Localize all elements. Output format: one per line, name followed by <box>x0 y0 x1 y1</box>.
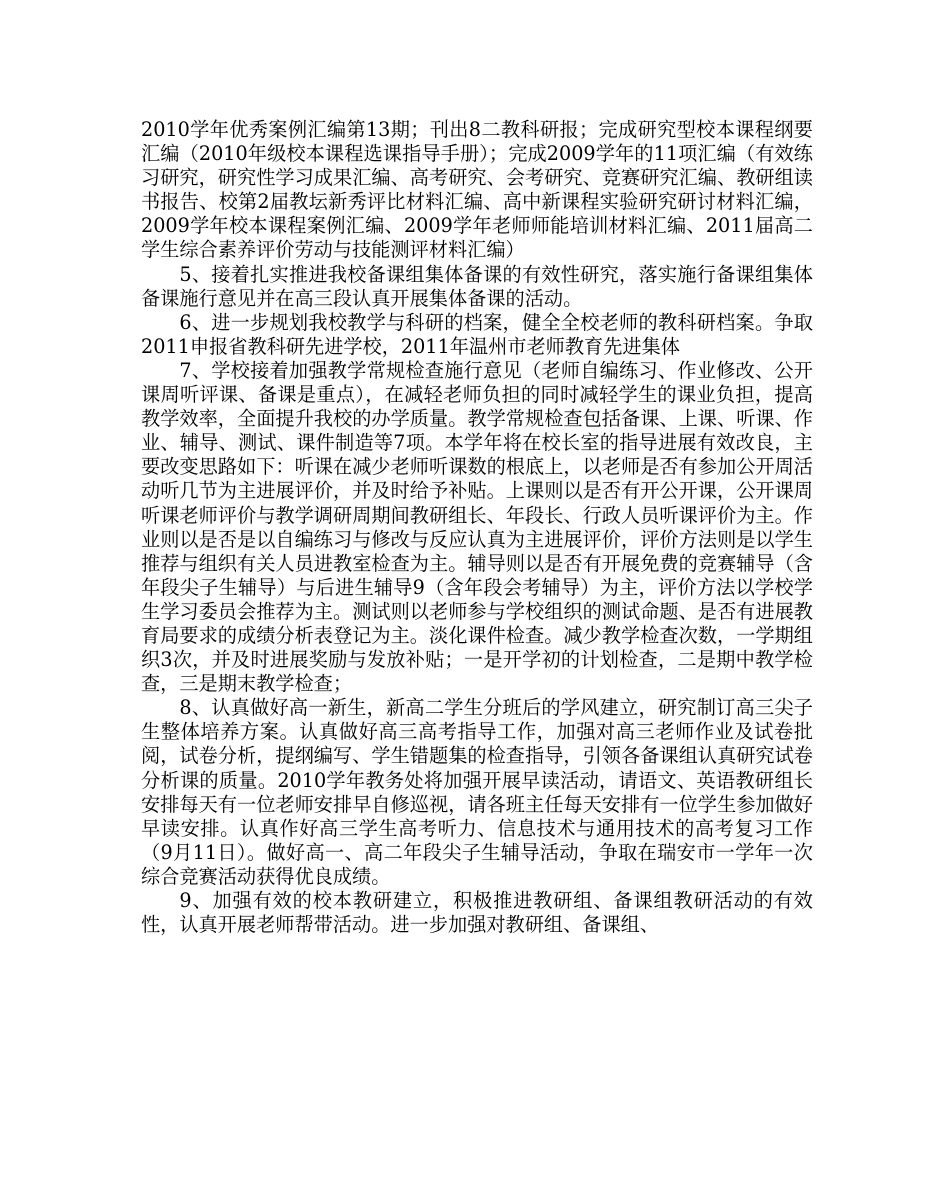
paragraph-item-5: 5、接着扎实推进我校备课组集体备课的有效性研究，落实施行备课组集体备课施行意见并在高三段认真开展集体备课的活动。 <box>141 262 813 310</box>
paragraph-item-9: 9、加强有效的校本教研建立，积极推进教研组、备课组教研活动的有效性，认真开展老师帮带活动。进一步加强对教研组、备课组、 <box>141 889 813 937</box>
paragraph-intro: 2010学年优秀案例汇编第13期；刊出8二教科研报；完成研究型校本课程纲要汇编（2010年级校本课程选课指导手册）；完成2009学年的11项汇编（有效练习研究，研究性学习成果汇编、高考研究、会考研究、竞赛研究汇编、教研组读书报告、校第2届教坛新秀评比材料汇编、高中新课程实验研究研讨材料汇编，2009学年校本课程案例汇编、2009学年老师师能培训材料汇编、2011届高二学生综合素养评价劳动与技能测评材料汇编） <box>141 118 813 262</box>
paragraph-item-6: 6、进一步规划我校教学与科研的档案，健全全校老师的教科研档案。争取2011申报省教科研先进学校，2011年温州市老师教育先进集体 <box>141 310 813 358</box>
paragraph-item-8: 8、认真做好高一新生，新高二学生分班后的学风建立，研究制订高三尖子生整体培养方案。认真做好高三高考指导工作，加强对高三老师作业及试卷批阅，试卷分析，提纲编写、学生错题集的检查指导，引领各备课组认真研究试卷分析课的质量。2010学年教务处将加强开展早读活动，请语文、英语教研组长安排每天有一位老师安排早自修巡视，请各班主任每天安排有一位学生参加做好早读安排。认真作好高三学生高考听力、信息技术与通用技术的高考复习工作（9月11日）。做好高一、高二年段尖子生辅导活动，争取在瑞安市一学年一次综合竞赛活动获得优良成绩。 <box>141 696 813 888</box>
document-page <box>141 118 813 937</box>
paragraph-item-7: 7、学校接着加强教学常规检查施行意见（老师自编练习、作业修改、公开课周听评课、备课是重点），在减轻老师负担的同时减轻学生的课业负担，提高教学效率，全面提升我校的办学质量。教学常规检查包括备课、上课、听课、作业、辅导、测试、课件制造等7项。本学年将在校长室的指导进展有效改良，主要改变思路如下：听课在减少老师听课数的根底上，以老师是否有参加公开周活动听几节为主进展评价，并及时给予补贴。上课则以是否有开公开课，公开课周听课老师评价与教学调研周期间教研组长、年段长、行政人员听课评价为主。作业则以是否是以自编练习与修改与反应认真为主进展评价，评价方法则是以学生推荐与组织有关人员进教室检查为主。辅导则以是否有开展免费的竞赛辅导（含年段尖子生辅导）与后进生辅导9（含年段会考辅导）为主，评价方法以学校学生学习委员会推荐为主。测试则以老师参与学校组织的测试命题、是否有进展教育局要求的成绩分析表登记为主。淡化课件检查。减少教学检查次数，一学期组织3次，并及时进展奖励与发放补贴；一是开学初的计划检查，二是期中教学检查，三是期末教学检查； <box>141 358 813 696</box>
